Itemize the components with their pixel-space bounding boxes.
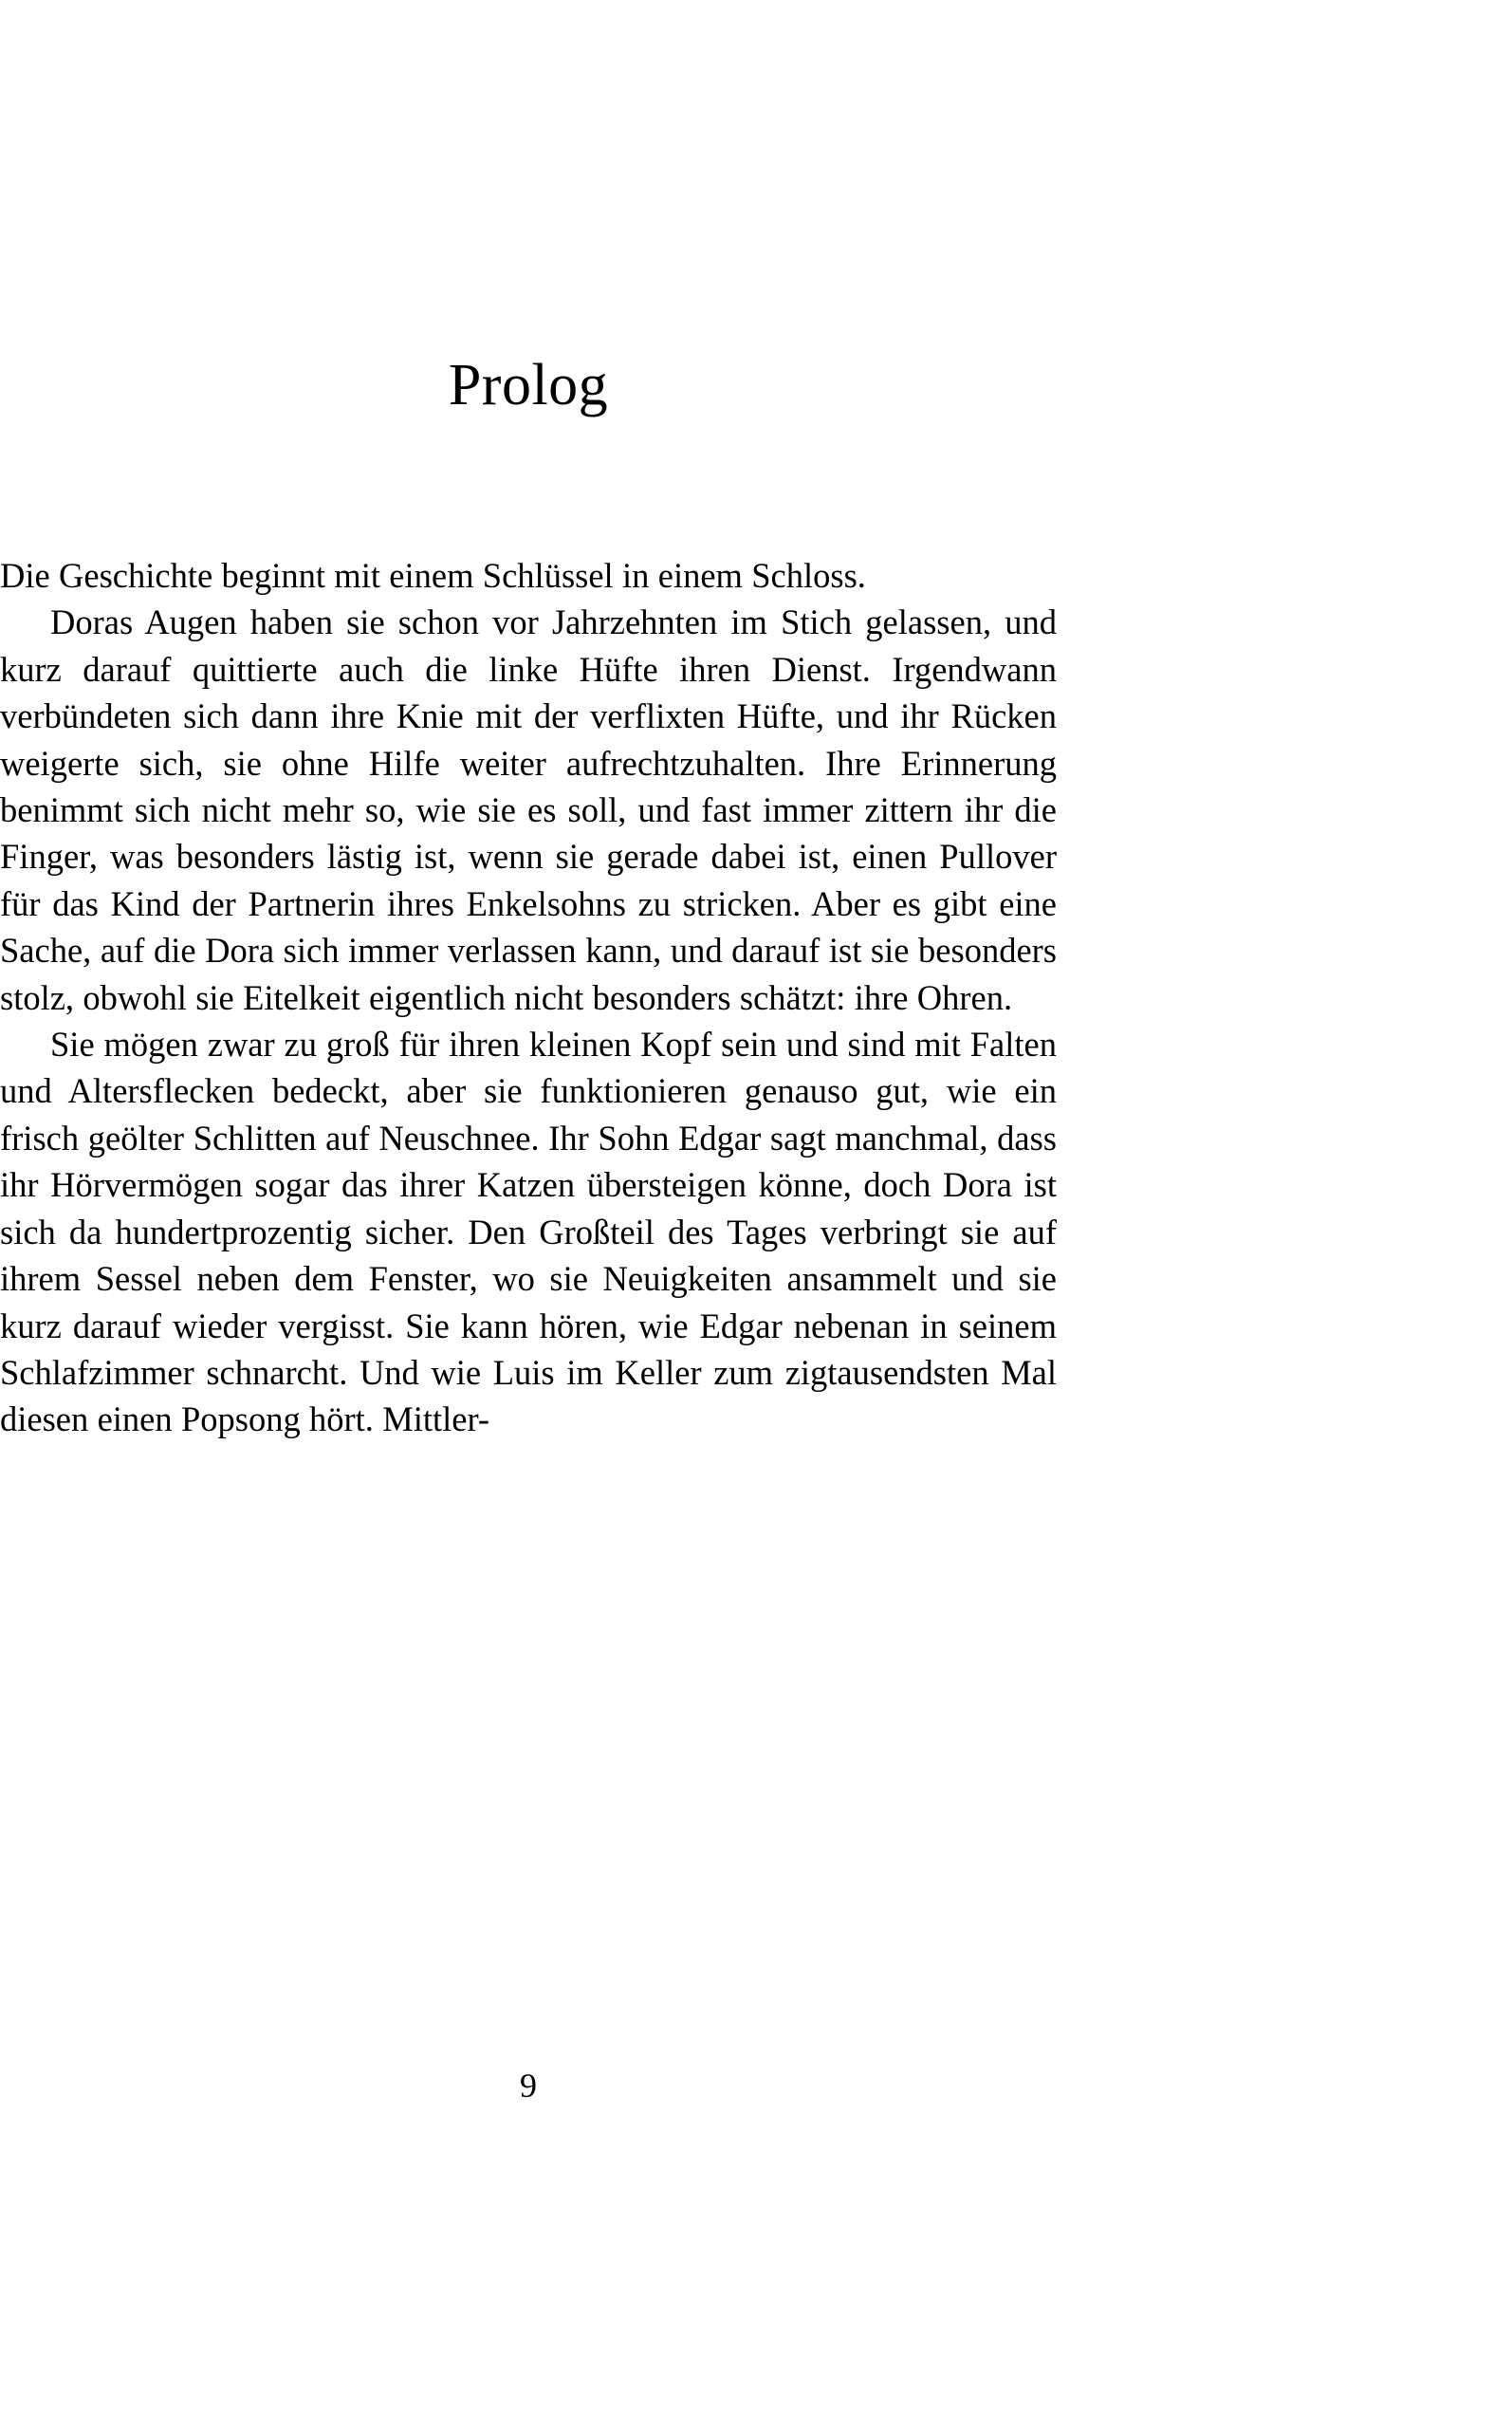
body-text-block bbox=[0, 552, 1057, 1443]
paragraph-1: Die Geschichte beginnt mit einem Schlüssel in einem Schloss. bbox=[0, 556, 866, 595]
chapter-title: Prolog bbox=[448, 353, 609, 417]
paragraph-2: Doras Augen haben sie schon vor Jahrzehnten im Stich gelassen, und kurz darauf quittierte auch die linke Hüfte ihren Dienst. Irgendwann verbündeten sich dann ihre Knie mit der verflixten Hüfte, und ihr Rücken weigerte sich, sie ohne Hilfe weiter aufrechtzuhalten. Ihre Erinnerung benimmt sich nicht mehr so, wie sie es soll, und fast immer zittern ihr die Finger, was besonders lästig ist, wenn sie gerade dabei ist, einen Pullover für das Kind der Partnerin ihres Enkelsohns zu stricken. Aber es gibt eine Sache, auf die Dora sich immer verlassen kann, und darauf ist sie besonders stolz, obwohl sie Eitelkeit eigentlich nicht besonders schätzt: ihre Ohren. bbox=[0, 602, 1057, 1017]
page-number: 9 bbox=[520, 2066, 537, 2104]
paragraph-3: Sie mögen zwar zu groß für ihren kleinen Kopf sein und sind mit Falten und Altersflecken bedeckt, aber sie funktionieren genauso gut, wie ein frisch geölter Schlitten auf Neuschnee. Ihr Sohn Edgar sagt manchmal, dass ihr Hörvermögen sogar das ihrer Katzen übersteigen könne, doch Dora ist sich da hundertprozentig sicher. Den Großteil des Tages verbringt sie auf ihrem Sessel neben dem Fenster, wo sie Neuigkeiten ansammelt und sie kurz darauf wieder vergisst. Sie kann hören, wie Edgar nebenan in seinem Schlafzimmer schnarcht. Und wie Luis im Keller zum zigtausendsten Mal diesen einen Popsong hört. Mittler- bbox=[0, 1025, 1057, 1439]
